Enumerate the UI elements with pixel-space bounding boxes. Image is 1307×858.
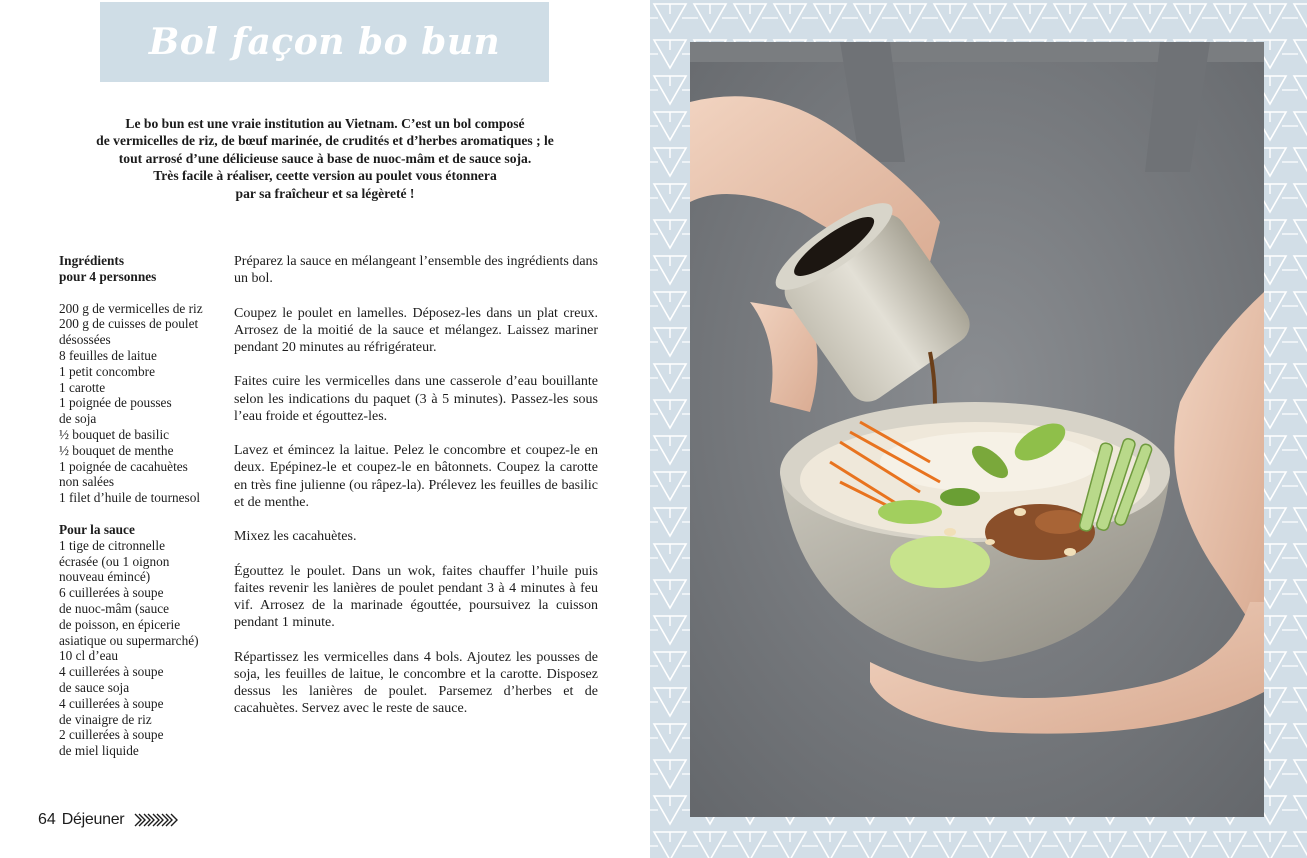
sauce-ingredient-item: de vinaigre de riz bbox=[59, 711, 152, 727]
recipe-step: Mixez les cacahuètes. bbox=[234, 529, 357, 545]
ingredient-item: 200 g de vermicelles de riz bbox=[59, 300, 203, 316]
sauce-ingredient-item: 4 cuillerées à soupe bbox=[59, 664, 164, 680]
recipe-photo bbox=[690, 42, 1264, 817]
title-banner bbox=[100, 2, 549, 82]
sauce-section bbox=[59, 522, 219, 759]
intro-line: tout arrosé d’une délicieuse sauce à base de nuoc-mâm et de sauce soja. bbox=[118, 150, 532, 166]
bowl-photo-illustration bbox=[690, 42, 1264, 817]
sauce-ingredient-item: 2 cuillerées à soupe bbox=[59, 727, 164, 743]
ingredient-item: ½ bouquet de basilic bbox=[59, 426, 170, 442]
ingredient-list bbox=[59, 301, 219, 506]
sauce-ingredient-item: 6 cuillerées à soupe bbox=[59, 585, 164, 601]
intro-line: par sa fraîcheur et sa légèreté ! bbox=[235, 185, 415, 201]
page-number: 64 bbox=[38, 811, 56, 828]
chevrons-right-icon bbox=[134, 813, 178, 827]
sauce-ingredient-list bbox=[59, 538, 219, 759]
sauce-ingredient-item: de poisson, en épicerie bbox=[59, 616, 181, 632]
ingredients-heading bbox=[59, 253, 219, 285]
sauce-ingredient-item: de nuoc-mâm (sauce bbox=[59, 600, 170, 616]
sauce-ingredient-item: 10 cl d’eau bbox=[59, 648, 119, 664]
sauce-ingredient-item: de sauce soja bbox=[59, 679, 130, 695]
page-footer bbox=[38, 808, 178, 832]
recipe-step: Répartissez les vermicelles dans 4 bols. Ajoutez les pousses de soja, les feuilles de laitue, le concombre et la carotte. Disposez dessus les lanières de poulet. Parsemez d’herbes et de cacahuètes. Servez avec le reste de sauce. bbox=[234, 649, 598, 717]
recipe-step: Lavez et émincez la laitue. Pelez le concombre et coupez-le en deux. Epépinez-le et coupez-le en bâtonnets. Coupez la carotte en très fine julienne (ou râpez-la). Prélevez les feuilles de basilic et de menthe. bbox=[234, 443, 598, 510]
sauce-ingredient-item: nouveau émincé) bbox=[59, 569, 151, 585]
intro-line: Très facile à réaliser, ceette version au poulet vous étonnera bbox=[153, 168, 497, 184]
ingredient-item: ½ bouquet de menthe bbox=[59, 442, 174, 458]
ingredient-item: désossées bbox=[59, 332, 111, 348]
sauce-heading: Pour la sauce bbox=[59, 521, 135, 537]
ingredient-item: 200 g de cuisses de poulet bbox=[59, 316, 199, 332]
recipe-intro bbox=[70, 115, 580, 202]
ingredient-item: 1 petit concombre bbox=[59, 363, 155, 379]
intro-line: de vermicelles de riz, de bœuf marinée, de crudités et d’herbes aromatiques ; le bbox=[96, 133, 554, 149]
sauce-ingredient-item: de miel liquide bbox=[59, 743, 139, 759]
servings-label: pour 4 personnes bbox=[59, 268, 157, 284]
recipe-step: Préparez la sauce en mélangeant l’ensemble des ingrédients dans un bol. bbox=[234, 254, 598, 287]
sauce-ingredient-item: asiatique ou supermarché) bbox=[59, 632, 199, 648]
sauce-ingredient-item: 1 tige de citronnelle bbox=[59, 537, 165, 553]
ingredient-item: de soja bbox=[59, 411, 97, 427]
section-label: Déjeuner bbox=[61, 811, 125, 828]
sauce-ingredient-item: écrasée (ou 1 oignon bbox=[59, 553, 170, 569]
recipe-step: Faites cuire les vermicelles dans une casserole d’eau bouillante selon les indications du paquet (3 à 5 minutes). Passez-les sous l’eau froide et égouttez-les. bbox=[234, 374, 598, 424]
ingredients-title: Ingrédients bbox=[59, 253, 125, 268]
ingredient-item: 1 poignée de pousses bbox=[59, 395, 172, 411]
right-page bbox=[650, 0, 1307, 858]
recipe-title: Bol façon bo bun bbox=[148, 21, 501, 63]
recipe-step: Coupez le poulet en lamelles. Déposez-les dans un plat creux. Arrosez de la moitié de la sauce et mélangez. Laissez mariner pendant 20 minutes au réfrigérateur. bbox=[234, 305, 598, 355]
ingredient-item: 1 carotte bbox=[59, 379, 106, 395]
recipe-step: Égouttez le poulet. Dans un wok, faites chauffer l’huile puis faites revenir les lanières de poulet pendant 3 à 4 minutes à feu vif. Arrosez de la marinade égouttée, poursuivez la cuisson pendant 1 minute. bbox=[234, 563, 598, 631]
recipe-steps bbox=[234, 253, 598, 735]
ingredient-item: non salées bbox=[59, 474, 115, 490]
ingredient-item: 1 poignée de cacahuètes bbox=[59, 458, 188, 474]
ingredient-item: 1 filet d’huile de tournesol bbox=[59, 490, 201, 506]
ingredient-item: 8 feuilles de laitue bbox=[59, 347, 157, 363]
ingredients-column bbox=[59, 253, 219, 759]
intro-line: Le bo bun est une vraie institution au Vietnam. C’est un bol composé bbox=[125, 116, 525, 131]
left-page bbox=[0, 0, 650, 858]
sauce-ingredient-item: 4 cuillerées à soupe bbox=[59, 695, 164, 711]
